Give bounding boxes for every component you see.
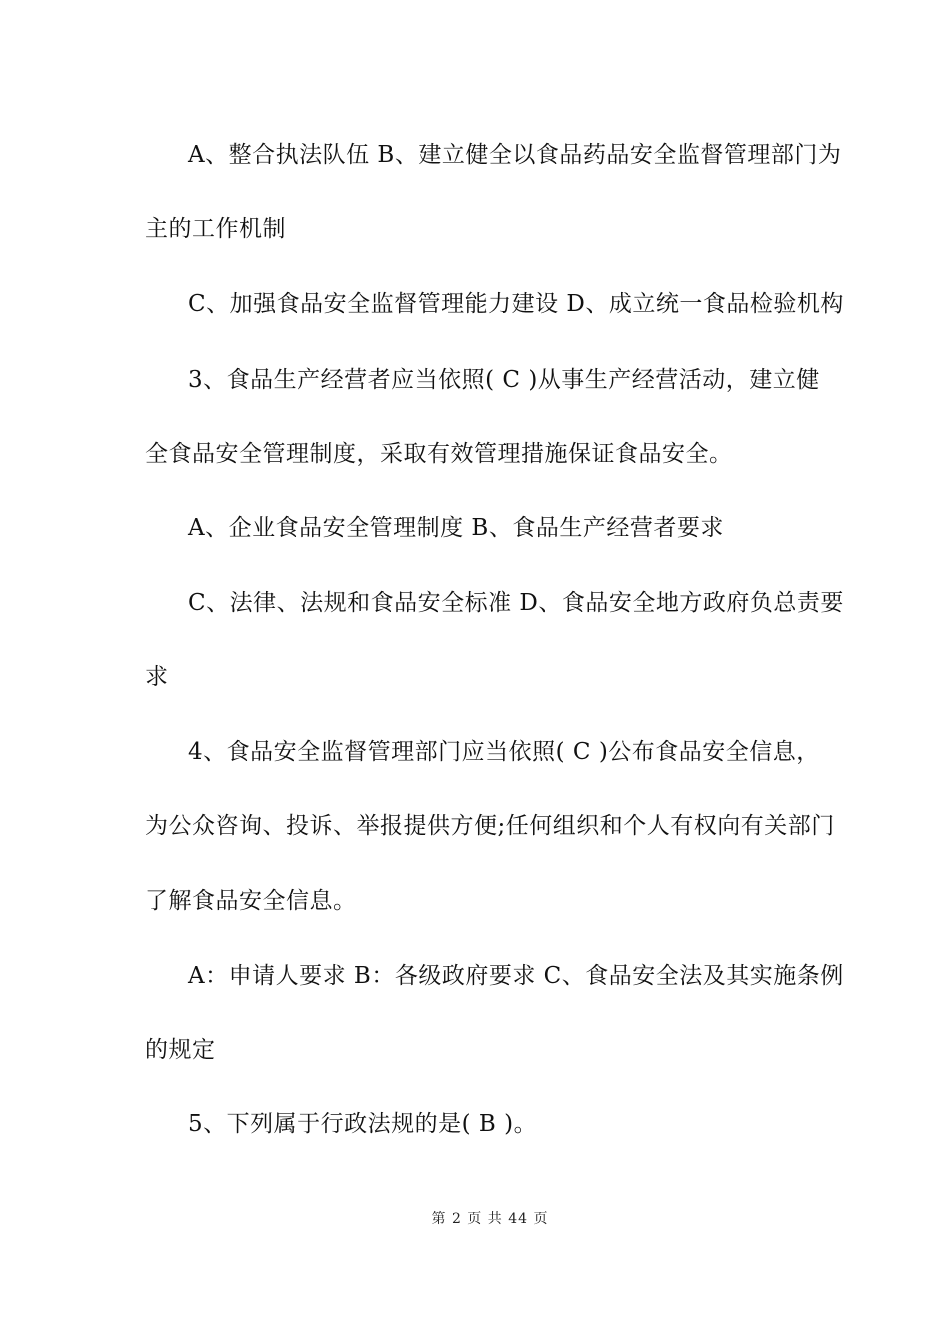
text-line-11: 了解食品安全信息。: [145, 888, 357, 914]
text-line-1: A、整合执法队伍 B、建立健全以食品药品安全监督管理部门为: [188, 142, 842, 168]
text-line-8: 求: [145, 664, 169, 690]
page-footer: 第 2 页 共 44 页: [431, 1211, 549, 1227]
text-line-2: 主的工作机制: [145, 216, 286, 242]
text-line-9: 4、食品安全监督管理部门应当依照( C )公布食品安全信息，: [188, 739, 820, 765]
text-line-6: A、企业食品安全管理制度 B、食品生产经营者要求: [188, 515, 724, 541]
text-line-7: C、法律、法规和食品安全标准 D、食品安全地方政府负总责要: [188, 590, 844, 616]
text-line-10: 为公众咨询、投诉、举报提供方便;任何组织和个人有权向有关部门: [145, 813, 835, 839]
text-line-5: 全食品安全管理制度，采取有效管理措施保证食品安全。: [145, 441, 733, 467]
text-line-4: 3、食品生产经营者应当依照( C )从事生产经营活动，建立健: [188, 367, 820, 393]
text-line-3: C、加强食品安全监督管理能力建设 D、成立统一食品检验机构: [188, 291, 844, 317]
text-line-13: 的规定: [145, 1037, 216, 1063]
text-line-14: 5、下列属于行政法规的是( B )。: [188, 1111, 538, 1137]
text-line-12: A：申请人要求 B：各级政府要求 C、食品安全法及其实施条例: [188, 963, 844, 989]
